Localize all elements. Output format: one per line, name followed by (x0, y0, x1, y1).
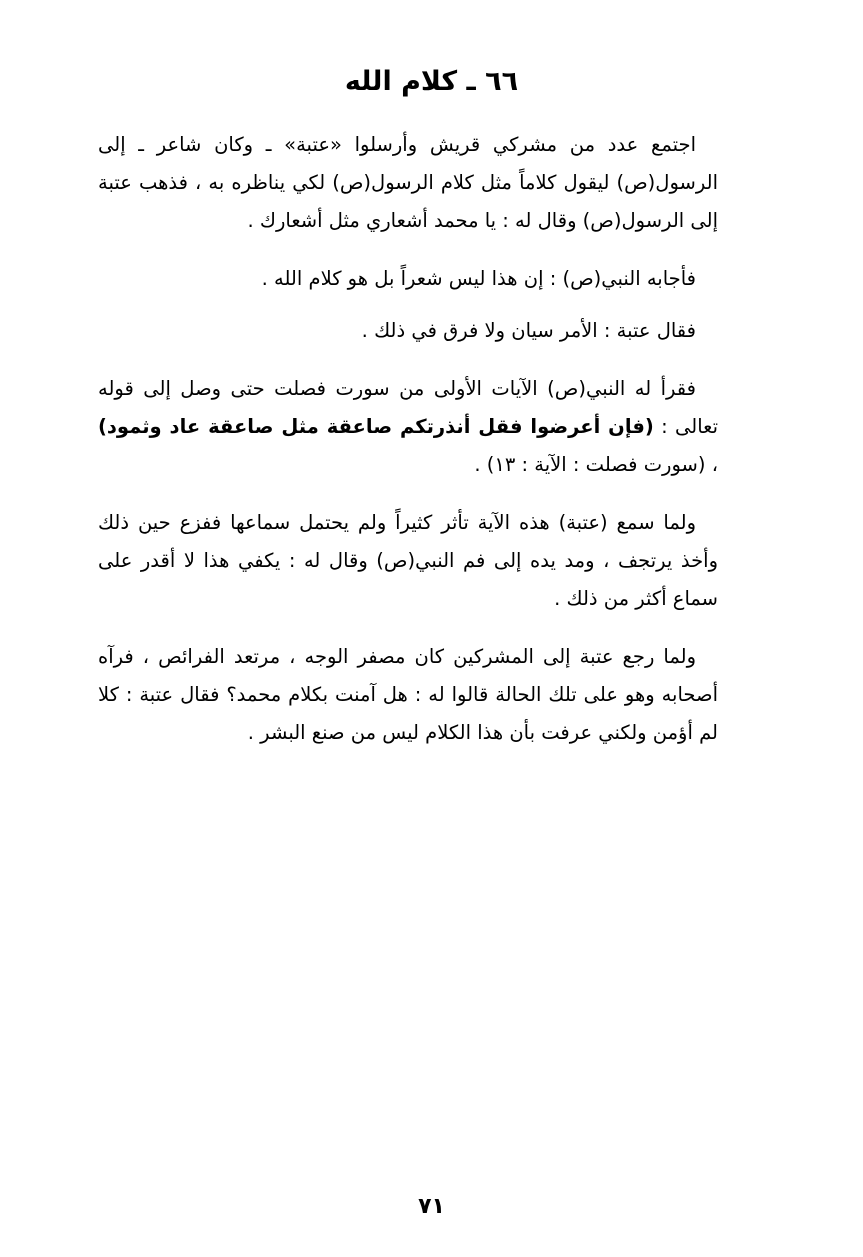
paragraph-3: فقال عتبة : الأمر سيان ولا فرق في ذلك . (361, 319, 696, 342)
paragraph-4 (98, 370, 718, 484)
paragraph-4-reference: ، (سورت فصلت : الآية : ١٣) . (474, 453, 718, 476)
page-number: ٧١ (418, 1194, 445, 1219)
chapter-body (98, 126, 718, 772)
paragraph-4-intro: فقرأ له النبي(ص) الآيات الأولى من سورت فصلت حتى وصل إلى قوله تعالى : (98, 377, 719, 438)
paragraph-1: اجتمع عدد من مشركي قريش وأرسلوا «عتبة» ـ وكان شاعر ـ إلى الرسول(ص) ليقول كلاماً مثل كلام الرسول(ص) لكي يناظره به ، فذهب عتبة إلى الرسول(ص) وقال له : يا محمد أشعاري مثل أشعارك . (98, 133, 718, 232)
quran-verse-quote: (فإن أعرضوا فقل أنذرتكم صاعقة مثل صاعقة عاد وثمود) (98, 415, 654, 438)
paragraph-6: ولما رجع عتبة إلى المشركين كان مصفر الوجه ، مرتعد الفرائص ، فرآه أصحابه وهو على تلك الحالة قالوا له : هل آمنت بكلام محمد؟ فقال عتبة : كلا لم أؤمن ولكني عرفت بأن هذا الكلام ليس من صنع البشر . (98, 645, 718, 744)
chapter-title: ٦٦ ـ كلام الله (344, 66, 519, 97)
paragraph-5: ولما سمع (عتبة) هذه الآية تأثر كثيراً ولم يحتمل سماعها ففزع حين ذلك وأخذ يرتجف ، ومد يده إلى فم النبي(ص) وقال له : يكفي هذا لا أقدر على سماع أكثر من ذلك . (98, 511, 718, 610)
paragraph-2: فأجابه النبي(ص) : إن هذا ليس شعراً بل هو كلام الله . (261, 267, 696, 290)
